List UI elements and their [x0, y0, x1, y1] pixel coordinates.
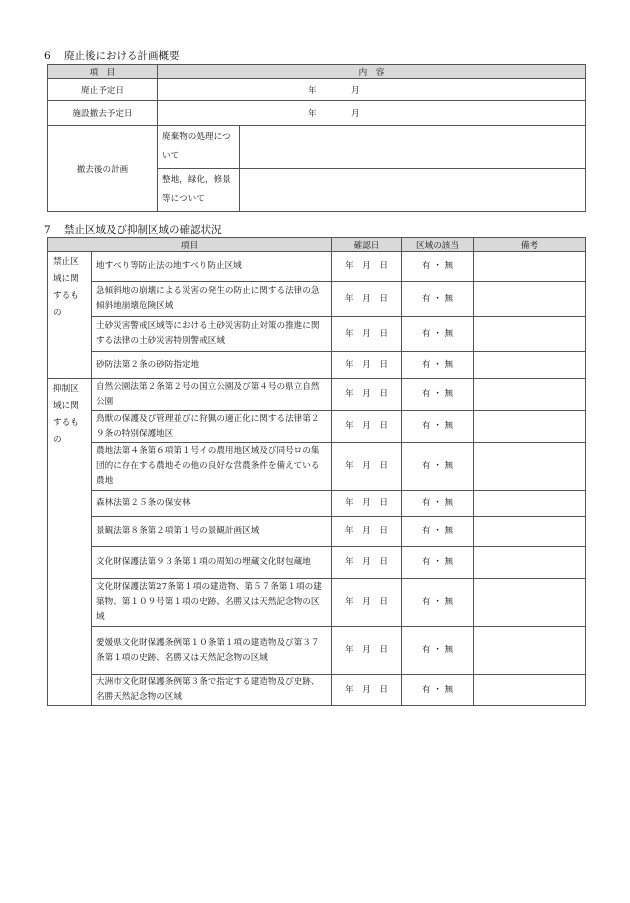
zone-item-text: 大洲市文化財保護条例第３条で指定する建造物及び史跡、名勝天然記念物の区域 — [92, 675, 332, 706]
remarks-cell[interactable] — [474, 517, 586, 547]
confirm-date-cell[interactable]: 年 月 日 — [332, 443, 402, 491]
zone-item-text: 愛媛県文化財保護条例第１０条第１項の建造物及び第３７条第１項の史跡、名勝又は天然記念物の区域 — [92, 627, 332, 675]
zone-applicable-cell[interactable]: 有 ・ 無 — [402, 379, 474, 411]
zone-item-text: 文化財保護法第27条第１項の建造物、第５７条第１項の建築物、第１０９号第１項の史跡、名勝又は天然記念物の区域 — [92, 579, 332, 627]
remarks-cell[interactable] — [474, 317, 586, 352]
zone-check-table — [47, 237, 586, 706]
zone-applicable-cell[interactable]: 有 ・ 無 — [402, 627, 474, 675]
zone-item-text: 農地法第４条第６項第１号イの農用地区域及び同号ロの集団的に存在する農地その他の良好な営農条件を備えている農地 — [92, 443, 332, 491]
table-row — [48, 491, 586, 517]
zone-applicable-cell[interactable]: 有 ・ 無 — [402, 252, 474, 282]
confirm-date-cell[interactable]: 年 月 日 — [332, 491, 402, 517]
zone-applicable-cell[interactable]: 有 ・ 無 — [402, 443, 474, 491]
confirm-date-cell[interactable]: 年 月 日 — [332, 317, 402, 352]
abolition-date-label: 廃止予定日 — [48, 79, 158, 101]
zone-applicable-cell[interactable]: 有 ・ 無 — [402, 491, 474, 517]
remarks-cell[interactable] — [474, 443, 586, 491]
table-row — [48, 675, 586, 706]
landscaping-label: 整地，緑化，修景等について — [158, 169, 240, 212]
table-row — [48, 411, 586, 443]
confirm-date-cell[interactable]: 年 月 日 — [332, 252, 402, 282]
section-7-number: 7 — [44, 224, 51, 236]
waste-disposal-label: 廃棄物の処理について — [158, 126, 240, 169]
table-row — [48, 379, 586, 411]
zone-applicable-cell[interactable]: 有 ・ 無 — [402, 579, 474, 627]
confirm-date-cell[interactable]: 年 月 日 — [332, 411, 402, 443]
zone-item-text: 地すべり等防止法の地すべり防止区域 — [92, 252, 332, 282]
header-remarks: 備考 — [474, 238, 586, 252]
remarks-cell[interactable] — [474, 379, 586, 411]
table-row — [48, 579, 586, 627]
zone-applicable-cell[interactable]: 有 ・ 無 — [402, 411, 474, 443]
zone-item-text: 景観法第８条第２項第１号の景観計画区域 — [92, 517, 332, 547]
confirm-date-cell[interactable]: 年 月 日 — [332, 579, 402, 627]
zone-item-text: 自然公園法第２条第２号の国立公園及び第４号の県立自然公園 — [92, 379, 332, 411]
confirm-date-cell[interactable]: 年 月 日 — [332, 282, 402, 317]
post-removal-plan-label: 撤去後の計画 — [48, 126, 158, 212]
zone-applicable-cell[interactable]: 有 ・ 無 — [402, 352, 474, 379]
table-row — [48, 517, 586, 547]
confirm-date-cell[interactable]: 年 月 日 — [332, 547, 402, 579]
zone-applicable-cell[interactable]: 有 ・ 無 — [402, 675, 474, 706]
section-6-number: 6 — [44, 50, 51, 62]
zone-item-text: 森林法第２５条の保安林 — [92, 491, 332, 517]
remarks-cell[interactable] — [474, 547, 586, 579]
header-item: 項 目 — [48, 65, 158, 79]
remarks-cell[interactable] — [474, 675, 586, 706]
removal-date-label: 施設撤去予定日 — [48, 101, 158, 126]
remarks-cell[interactable] — [474, 411, 586, 443]
confirm-date-cell[interactable]: 年 月 日 — [332, 627, 402, 675]
zone-item-text: 鳥獣の保護及び管理並びに狩猟の適正化に関する法律第２９条の特別保護地区 — [92, 411, 332, 443]
zone-item-text: 砂防法第２条の砂防指定地 — [92, 352, 332, 379]
section-6-heading: 廃止後における計画概要 — [64, 50, 180, 62]
header-item: 項目 — [48, 238, 332, 252]
removal-date-value: 年 月 — [158, 101, 586, 126]
zone-applicable-cell[interactable]: 有 ・ 無 — [402, 282, 474, 317]
category-label: 禁止区域に関するもの — [48, 252, 92, 379]
category-label: 抑制区域に関するもの — [48, 379, 92, 706]
waste-disposal-value[interactable] — [240, 126, 586, 169]
confirm-date-cell[interactable]: 年 月 日 — [332, 675, 402, 706]
table-row — [48, 352, 586, 379]
table-row — [48, 317, 586, 352]
table-row — [48, 547, 586, 579]
remarks-cell[interactable] — [474, 579, 586, 627]
zone-item-text: 文化財保護法第９３条第１項の周知の埋蔵文化財包蔵地 — [92, 547, 332, 579]
zone-applicable-cell[interactable]: 有 ・ 無 — [402, 317, 474, 352]
plan-overview-table — [47, 64, 586, 212]
table-row — [48, 627, 586, 675]
header-content: 内 容 — [158, 65, 586, 79]
remarks-cell[interactable] — [474, 252, 586, 282]
confirm-date-cell[interactable]: 年 月 日 — [332, 352, 402, 379]
zone-applicable-cell[interactable]: 有 ・ 無 — [402, 547, 474, 579]
landscaping-value[interactable] — [240, 169, 586, 212]
table-row — [48, 443, 586, 491]
table-row — [48, 252, 586, 282]
table-row — [48, 282, 586, 317]
remarks-cell[interactable] — [474, 627, 586, 675]
remarks-cell[interactable] — [474, 491, 586, 517]
zone-applicable-cell[interactable]: 有 ・ 無 — [402, 517, 474, 547]
header-confirm-date: 確認日 — [332, 238, 402, 252]
section-6-title — [44, 48, 180, 63]
section-7-heading: 禁止区域及び抑制区域の確認状況 — [64, 224, 222, 236]
abolition-date-value: 年 月 — [158, 79, 586, 101]
remarks-cell[interactable] — [474, 352, 586, 379]
confirm-date-cell[interactable]: 年 月 日 — [332, 517, 402, 547]
section-7-title — [44, 222, 222, 237]
confirm-date-cell[interactable]: 年 月 日 — [332, 379, 402, 411]
zone-item-text: 急傾斜地の崩壊による災害の発生の防止に関する法律の急傾斜地崩壊危険区域 — [92, 282, 332, 317]
zone-item-text: 土砂災害警戒区域等における土砂災害防止対策の推進に関する法律の土砂災害特別警戒区域 — [92, 317, 332, 352]
header-zone-applicable: 区域の該当 — [402, 238, 474, 252]
remarks-cell[interactable] — [474, 282, 586, 317]
